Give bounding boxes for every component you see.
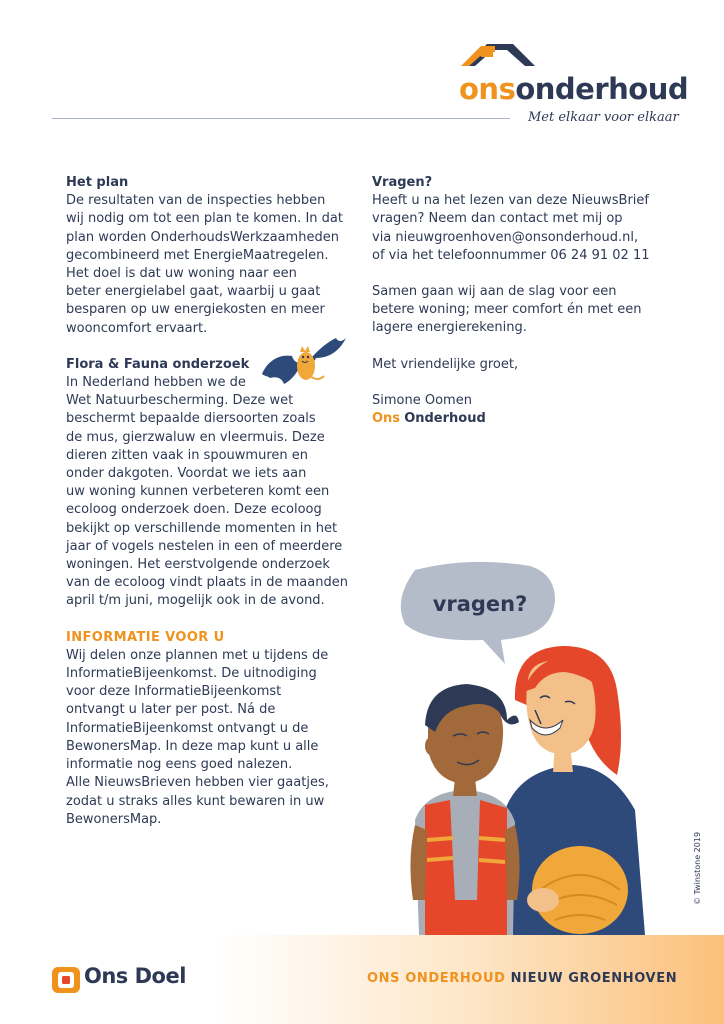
ons-doel-logo-icon xyxy=(51,966,81,994)
brand-tagline: Met elkaar voor elkaar xyxy=(528,110,679,125)
flora-body: In Nederland hebben we de Wet Natuurbescherming. Deze wet beschermt bepaalde diersoorten zoals de mus, gierzwaluw en vleermuis. Deze dieren zitten vaak in spouwmuren en onder dakgoten. Voordat we iets aan uw woning kunnen verbeteren komt een ecoloog onderzoek doen. Deze ecoloog bekijkt op verschillende momenten in het jaar of vogels nestelen in een of meerdere woningen. Het eerstvolgende onderzoek van de ecoloog vindt plaats in de maanden april t/m juni, mogelijk ook in de avond. xyxy=(66,375,348,609)
greeting: Met vriendelijke groet, xyxy=(372,356,519,372)
footer-brand-text: Ons Doel xyxy=(84,964,186,988)
plan-section xyxy=(66,174,366,338)
people-illustration xyxy=(395,560,685,935)
flora-section xyxy=(66,356,366,611)
info-heading: INFORMATIE VOOR U xyxy=(66,629,225,645)
vragen-section xyxy=(372,174,672,265)
right-column xyxy=(372,174,672,428)
signature-company: Ons Onderhoud xyxy=(372,411,486,427)
footer-project-name: ONS ONDERHOUD NIEUW GROENHOVEN xyxy=(367,971,678,986)
info-body: Wij delen onze plannen met u tijdens de InformatieBijeenkomst. De uitnodiging voor deze InformatieBijeenkomst ontvangt u later per post. Ná de InformatieBijeenkomst ontvangt u de BewonersMap. In deze map kunt u alle informatie nog eens goed nalezen. Alle NieuwsBrieven hebben vier gaatjes, zodat u straks alles kunt bewaren in uw BewonersMap. xyxy=(66,647,329,827)
vragen-body: Heeft u na het lezen van deze NieuwsBrief vragen? Neem dan contact met mij op via nieuwgroenhoven@onsonderhoud.nl, of via het telefoonnummer 06 24 91 02 11 xyxy=(372,193,650,263)
header-divider xyxy=(52,118,510,119)
left-column xyxy=(66,174,366,829)
signature-name: Simone Oomen xyxy=(372,392,472,408)
bat-icon xyxy=(258,332,350,392)
flora-heading: Flora & Fauna onderzoek xyxy=(66,356,250,372)
house-roof-icon xyxy=(455,38,545,74)
brand-logo xyxy=(455,38,689,138)
info-section xyxy=(66,629,366,829)
plan-heading: Het plan xyxy=(66,175,129,190)
closing-text: Samen gaan wij aan de slag voor een betere woning; meer comfort én met een lagere energierekening. xyxy=(372,284,642,336)
vragen-heading: Vragen? xyxy=(372,175,433,190)
plan-body: De resultaten van de inspecties hebben wij nodig om tot een plan te komen. In dat plan worden OnderhoudsWerkzaamheden gecombineerd met EnergieMaatregelen. Het doel is dat uw woning naar een beter energielabel gaat, waarbij u gaat besparen op uw energiekosten en meer wooncomfort ervaart. xyxy=(66,193,343,336)
brand-wordmark: onsonderhoud xyxy=(459,72,689,106)
speech-bubble-text: vragen? xyxy=(432,592,528,616)
copyright-note: © Twinstone 2019 xyxy=(693,831,702,905)
